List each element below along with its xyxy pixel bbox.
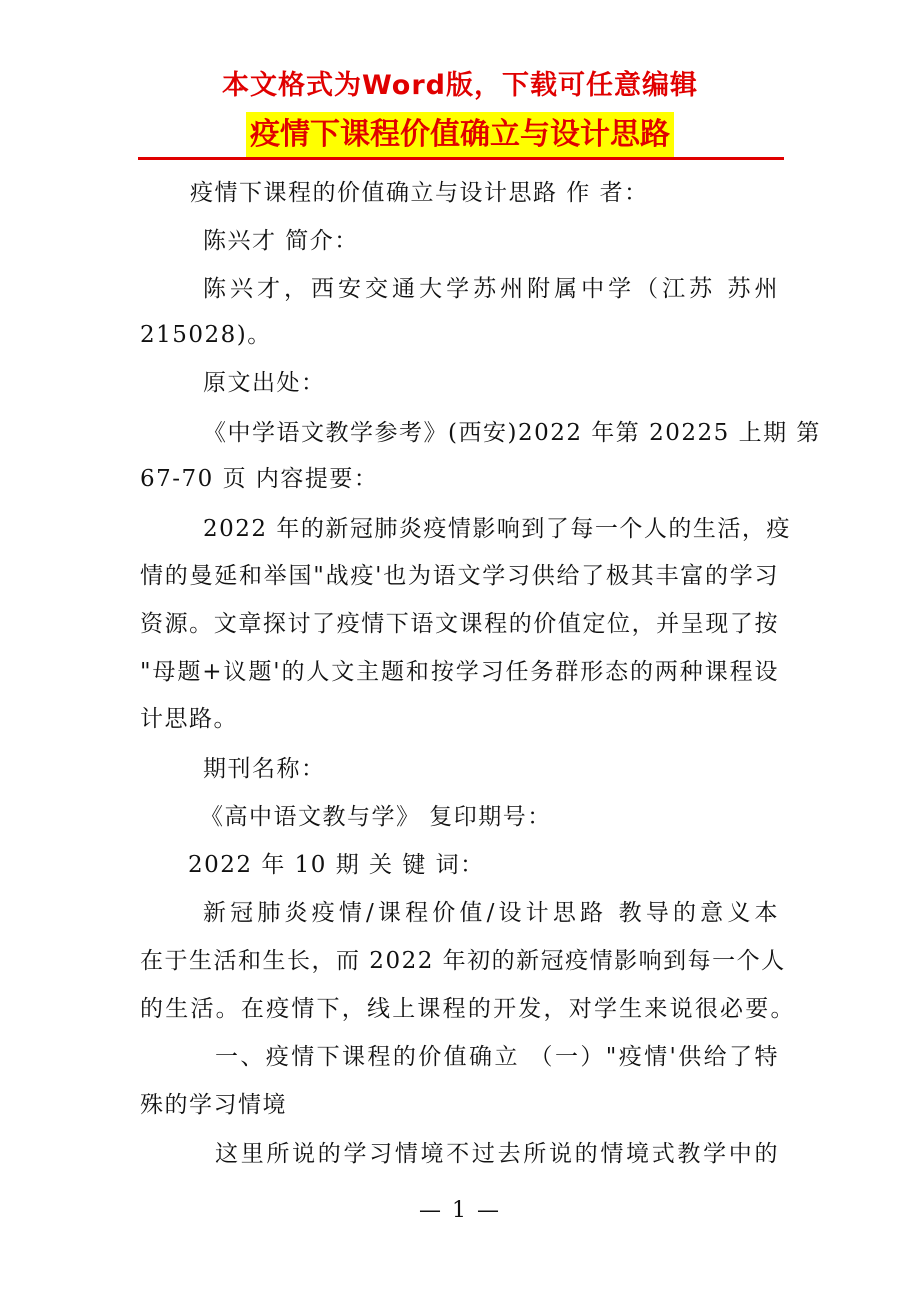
body-line: 情的曼延和举国"战疫'也为语文学习供给了极其丰富的学习 <box>140 563 779 589</box>
body-line: 新冠肺炎疫情/课程价值/设计思路 教导的意义本 <box>203 900 779 926</box>
body-line: 资源。文章探讨了疫情下语文课程的价值定位，并呈现了按 <box>140 611 779 637</box>
format-notice: 本文格式为Word版，下载可任意编辑 <box>221 70 698 101</box>
title-block <box>0 112 920 158</box>
body-line: 67-70 页 内容提要： <box>140 466 379 492</box>
body-line: 《中学语文教学参考》(西安)2022 年第 20225 上期 第 <box>203 420 821 446</box>
body-line: "母题+议题'的人文主题和按学习任务群形态的两种课程设 <box>140 659 779 685</box>
document-title: 疫情下课程价值确立与设计思路 <box>246 112 674 158</box>
body-line: 的生活。在疫情下，线上课程的开发，对学生来说很必要。 <box>140 996 795 1022</box>
body-line: 陈兴才 简介： <box>203 228 359 254</box>
body-line: 2022 年的新冠肺炎疫情影响到了每一个人的生活，疫 <box>203 516 791 542</box>
body-line: 计思路。 <box>140 706 238 732</box>
body-line: 陈兴才，西安交通大学苏州附属中学（江苏 苏州 <box>203 276 779 302</box>
body-line: 《高中语文教与学》 复印期号： <box>200 804 552 830</box>
body-line: 期刊名称： <box>203 756 326 782</box>
body-line: 一、疫情下课程的价值确立 （一）"疫情'供给了特 <box>215 1044 779 1070</box>
title-divider <box>138 157 784 160</box>
body-line: 2022 年 10 期 关 键 词： <box>188 852 485 878</box>
body-line: 在于生活和生长，而 2022 年初的新冠疫情影响到每一个人 <box>140 948 786 974</box>
page-number: — 1 — <box>419 1198 501 1223</box>
body-line: 疫情下课程的价值确立与设计思路 作 者： <box>190 180 649 206</box>
body-line: 这里所说的学习情境不过去所说的情境式教学中的 <box>215 1141 779 1167</box>
body-line: 原文出处： <box>203 370 326 396</box>
body-line: 215028)。 <box>140 322 272 348</box>
body-line: 殊的学习情境 <box>140 1092 287 1118</box>
